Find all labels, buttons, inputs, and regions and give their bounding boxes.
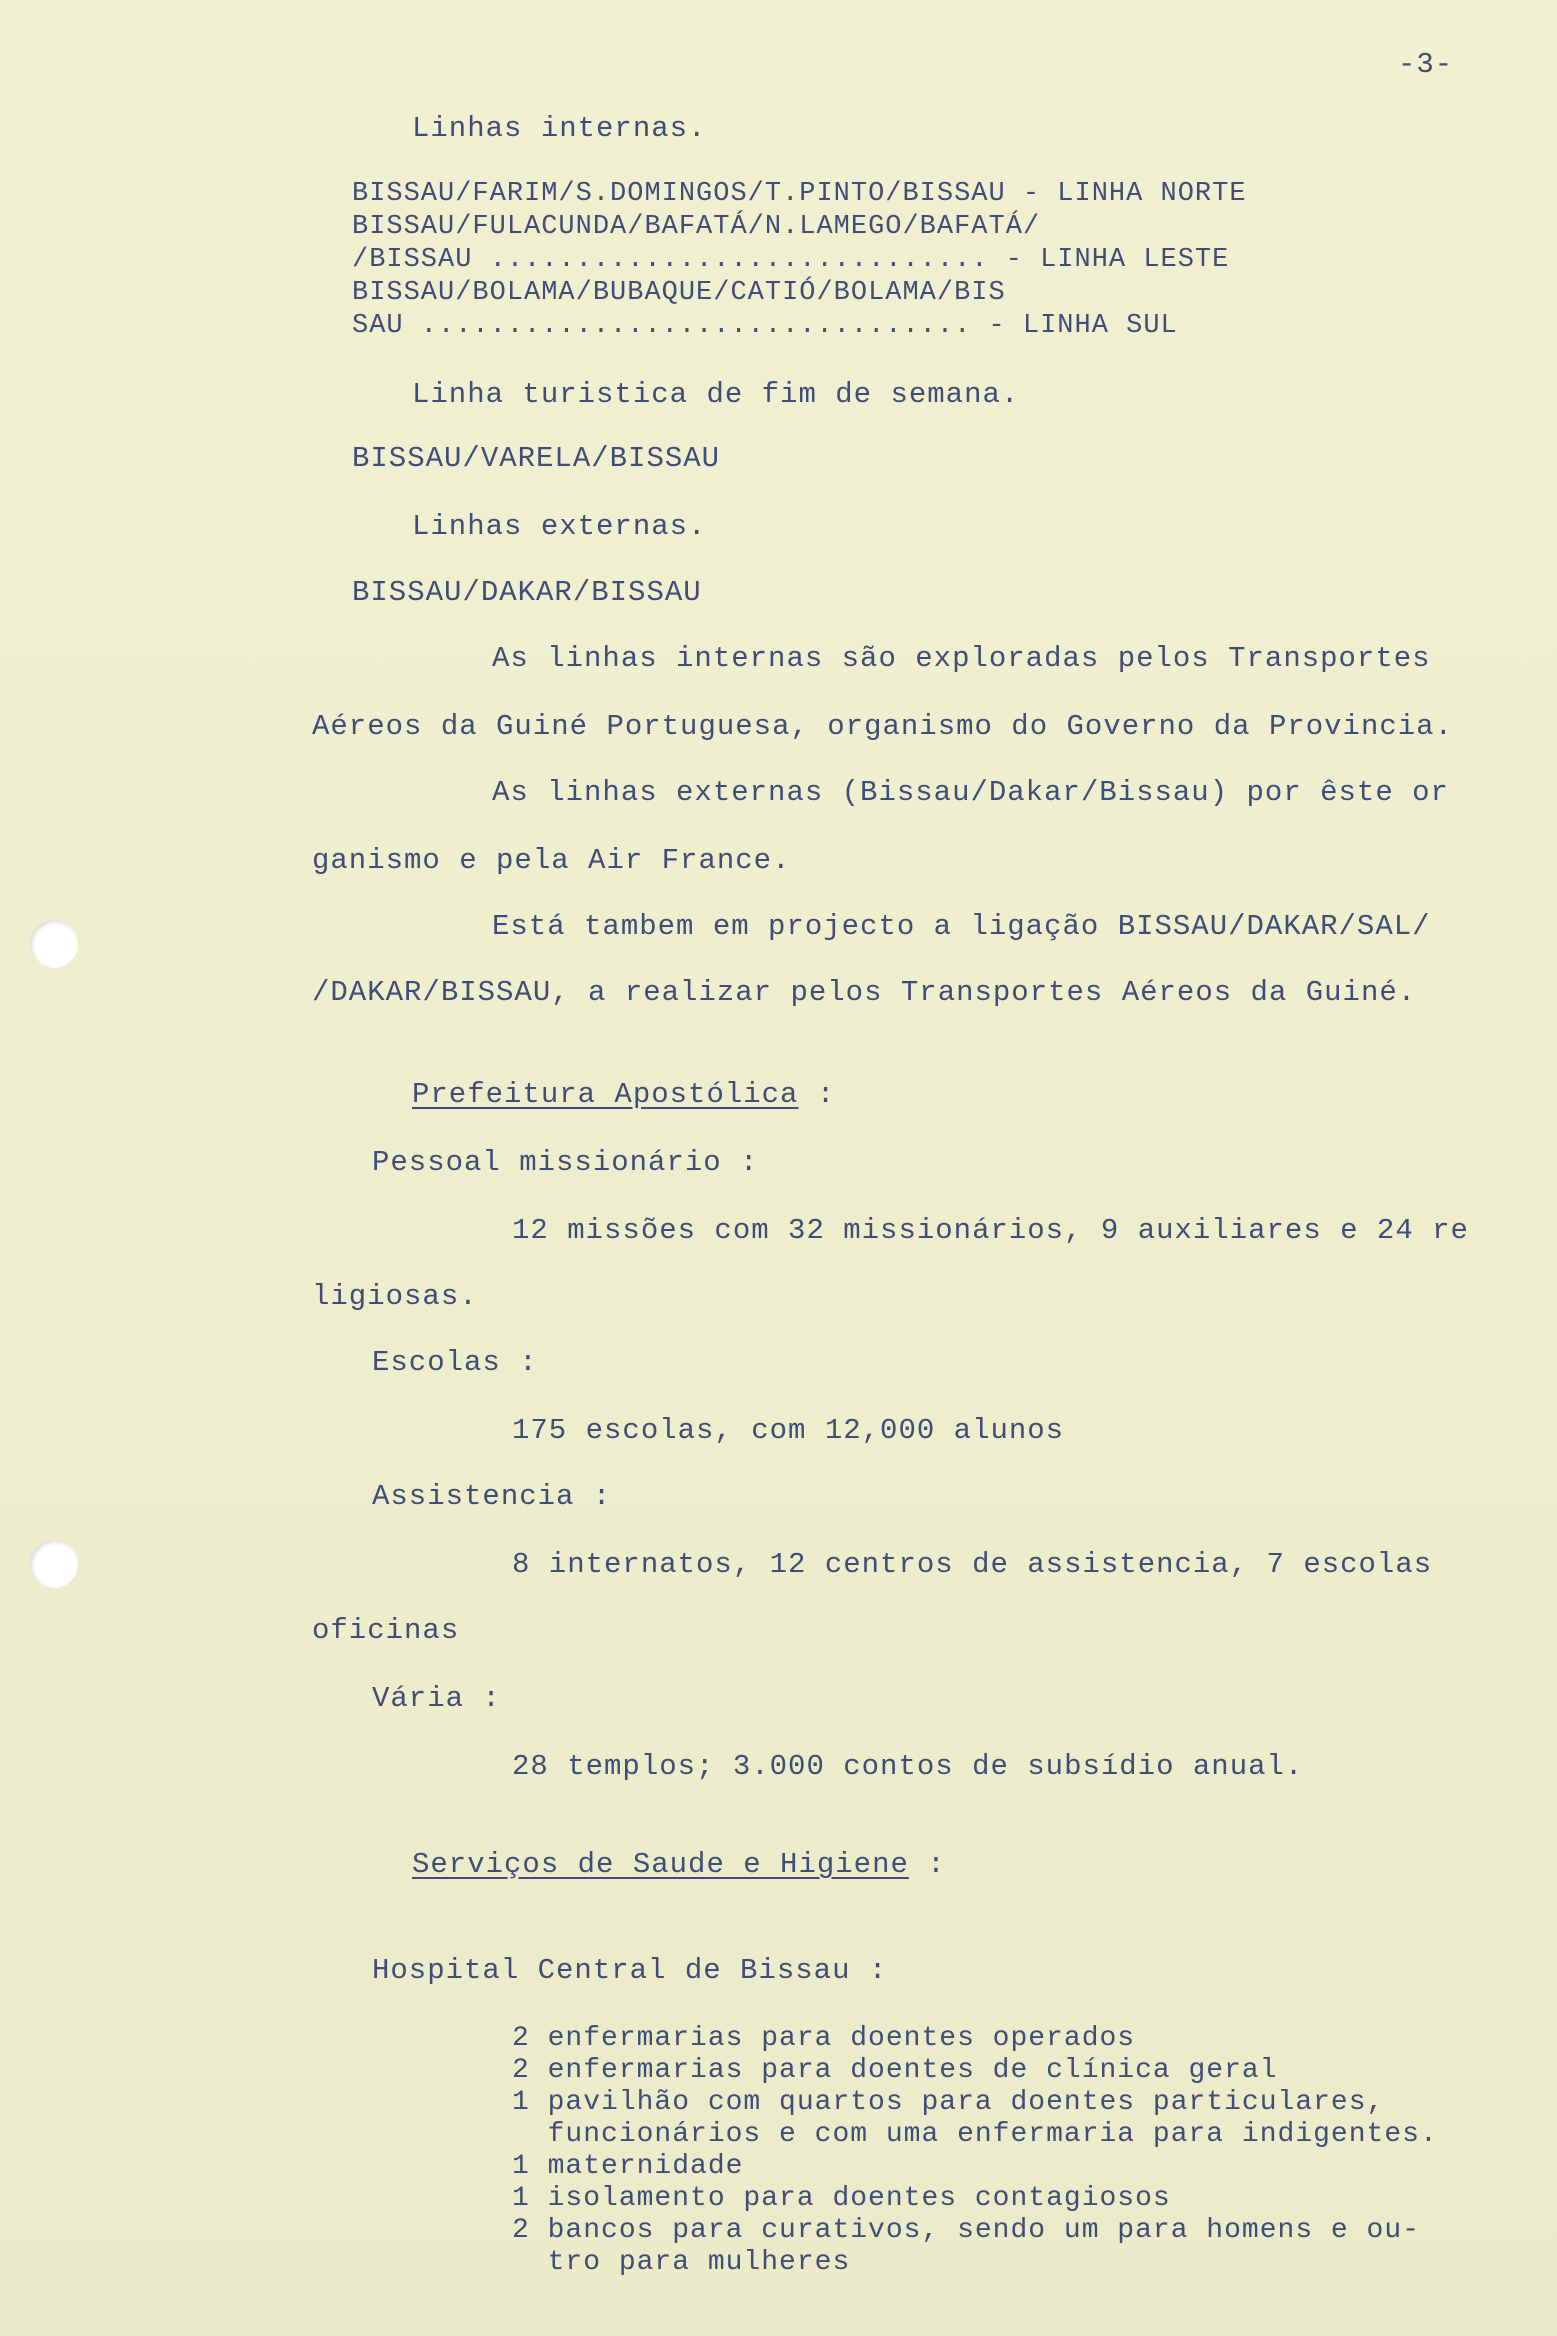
hospital-item: tro para mulheres <box>512 2247 851 2278</box>
heading-linhas-internas: Linhas internas. <box>412 112 707 145</box>
section-heading-saude <box>412 1848 946 1881</box>
subheading-assistencia: Assistencia : <box>372 1480 612 1513</box>
route-turistica: BISSAU/VARELA/BISSAU <box>352 442 721 475</box>
hospital-item: 1 isolamento para doentes contagiosos <box>512 2183 1171 2214</box>
prefeitura-title: Prefeitura Apostólica <box>412 1078 799 1111</box>
paragraph-1-line-1: As linhas internas são exploradas pelos Transportes <box>492 642 1431 675</box>
varia-text: 28 templos; 3.000 contos de subsídio anual. <box>512 1750 1304 1783</box>
subheading-hospital: Hospital Central de Bissau : <box>372 1954 888 1987</box>
section-heading-prefeitura <box>412 1078 835 1111</box>
hospital-item: 1 pavilhão com quartos para doentes particulares, <box>512 2087 1385 2118</box>
assistencia-line-2: oficinas <box>312 1614 460 1647</box>
punch-hole-top <box>30 920 78 968</box>
punch-hole-bottom <box>30 1540 78 1588</box>
route-line-1: BISSAU/FARIM/S.DOMINGOS/T.PINTO/BISSAU - LINHA NORTE <box>352 179 1247 209</box>
pessoal-line-2: ligiosas. <box>312 1280 478 1313</box>
subheading-pessoal: Pessoal missionário : <box>372 1146 759 1179</box>
hospital-item: 1 maternidade <box>512 2151 744 2182</box>
pessoal-line-1: 12 missões com 32 missionários, 9 auxiliares e 24 re <box>512 1214 1469 1247</box>
hospital-item: 2 enfermarias para doentes operados <box>512 2023 1136 2054</box>
heading-linha-turistica: Linha turistica de fim de semana. <box>412 378 1020 411</box>
route-line-4: BISSAU/BOLAMA/BUBAQUE/CATIÓ/BOLAMA/BIS <box>352 278 1006 308</box>
paragraph-1-line-2: Aéreos da Guiné Portuguesa, organismo do Governo da Provincia. <box>312 710 1453 743</box>
hospital-item: 2 enfermarias para doentes de clínica geral <box>512 2055 1278 2086</box>
paragraph-3-line-2: /DAKAR/BISSAU, a realizar pelos Transportes Aéreos da Guiné. <box>312 976 1417 1009</box>
hospital-item: funcionários e com uma enfermaria para indigentes. <box>512 2119 1438 2150</box>
paragraph-2-line-1: As linhas externas (Bissau/Dakar/Bissau) por êste or <box>492 776 1449 809</box>
subheading-varia: Vária : <box>372 1682 501 1715</box>
route-externa: BISSAU/DAKAR/BISSAU <box>352 576 702 609</box>
route-line-2: BISSAU/FULACUNDA/BAFATÁ/N.LAMEGO/BAFATÁ/ <box>352 212 1041 242</box>
route-line-5: SAU ................................ - LINHA SUL <box>352 311 1178 341</box>
prefeitura-title-suffix: : <box>798 1078 836 1111</box>
saude-title-suffix: : <box>908 1848 946 1881</box>
subheading-escolas: Escolas : <box>372 1346 538 1379</box>
hospital-item: 2 bancos para curativos, sendo um para homens e ou- <box>512 2215 1420 2246</box>
route-line-3: /BISSAU ............................. - LINHA LESTE <box>352 245 1230 275</box>
saude-title: Serviços de Saude e Higiene <box>412 1848 909 1881</box>
page-number: -3- <box>1398 48 1454 81</box>
heading-linhas-externas: Linhas externas. <box>412 510 707 543</box>
escolas-text: 175 escolas, com 12,000 alunos <box>512 1414 1065 1447</box>
assistencia-line-1: 8 internatos, 12 centros de assistencia, 7 escolas <box>512 1548 1433 1581</box>
paragraph-2-line-2: ganismo e pela Air France. <box>312 844 791 877</box>
paragraph-3-line-1: Está tambem em projecto a ligação BISSAU/DAKAR/SAL/ <box>492 910 1431 943</box>
